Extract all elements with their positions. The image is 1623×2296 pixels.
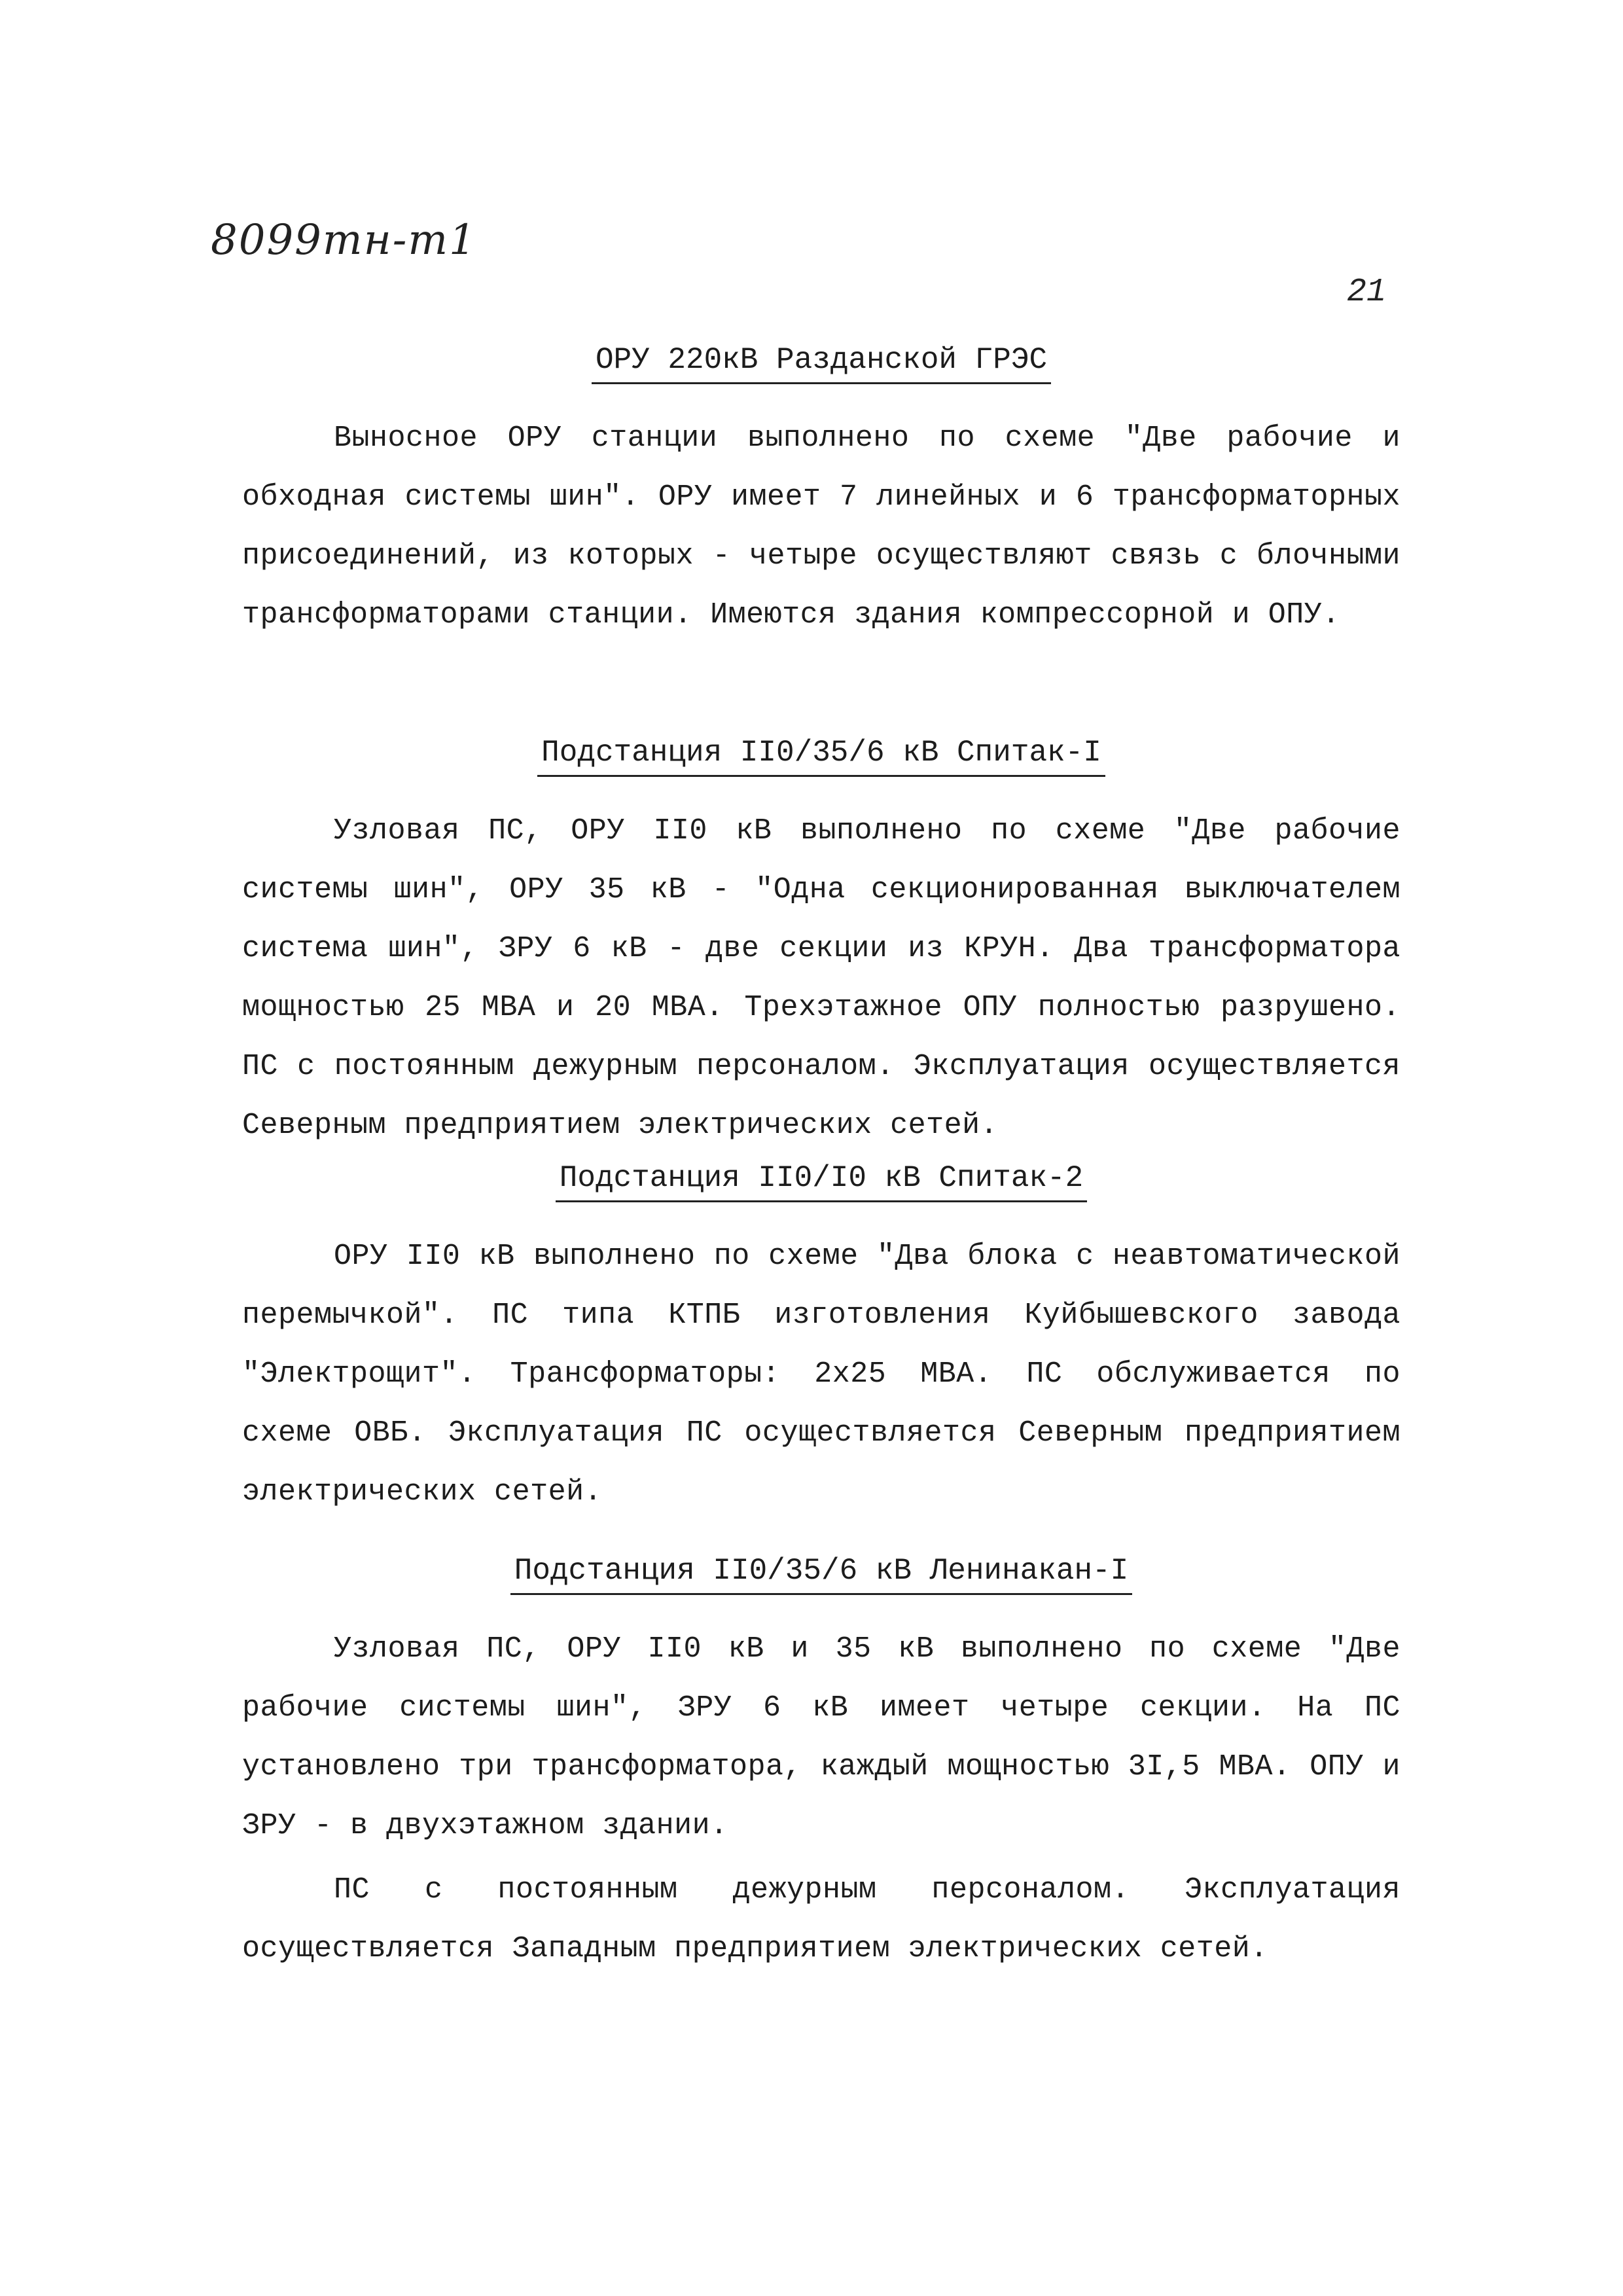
section-heading: Подстанция II0/35/6 кВ Ленинакан-I bbox=[242, 1551, 1400, 1595]
document-code: 8099тн-т1 bbox=[211, 216, 477, 264]
section-paragraph: Узловая ПС, ОРУ II0 кВ и 35 кВ выполнено по схеме "Две рабочие системы шин", ЗРУ 6 кВ имеет четыре секции. На ПС установлено три трансформатора, каждый мощностью 3I,5 МВА. ОПУ и ЗРУ - в двухэтажном здании. bbox=[242, 1632, 1400, 1842]
section-leninakan-1 bbox=[242, 1551, 1400, 1979]
section-paragraph: Выносное ОРУ станции выполнено по схеме "Две рабочие и обходная системы шин". ОРУ имеет 7 линейных и 6 трансформаторных присоединений, из которых - четыре осуществляют связь с блочными трансформаторами станции. Имеются здания компрессорной и ОПУ. bbox=[242, 422, 1400, 632]
section-paragraph: ПС с постоянным дежурным персоналом. Эксплуатация осуществляется Западным предприятием электрических сетей. bbox=[242, 1873, 1400, 1965]
section-razdan-gres bbox=[242, 340, 1400, 645]
section-heading: ОРУ 220кВ Разданской ГРЭС bbox=[242, 340, 1400, 384]
section-heading: Подстанция II0/35/6 кВ Спитак-I bbox=[242, 733, 1400, 777]
section-heading: Подстанция II0/I0 кВ Спитак-2 bbox=[242, 1158, 1400, 1202]
section-paragraph: Узловая ПС, ОРУ II0 кВ выполнено по схеме "Две рабочие системы шин", ОРУ 35 кВ - "Одна секционированная выключателем система шин", ЗРУ 6 кВ - две секции из КРУН. Два трансформатора мощностью 25 МВА и 20 МВА. Трехэтажное ОПУ полностью разрушено. ПС с постоянным дежурным персоналом. Эксплуатация осуществляется Северным предприятием электрических сетей. bbox=[242, 814, 1400, 1142]
section-spitak-2 bbox=[242, 1158, 1400, 1522]
page-number: 21 bbox=[1347, 274, 1387, 311]
section-paragraph: ОРУ II0 кВ выполнено по схеме "Два блока с неавтоматической перемычкой". ПС типа КТПБ изготовления Куйбышевского завода "Электрощит". Трансформаторы: 2х25 МВА. ПС обслуживается по схеме ОВБ. Эксплуатация ПС осуществляется Северным предприятием электрических сетей. bbox=[242, 1240, 1400, 1509]
section-spitak-1 bbox=[242, 733, 1400, 1155]
